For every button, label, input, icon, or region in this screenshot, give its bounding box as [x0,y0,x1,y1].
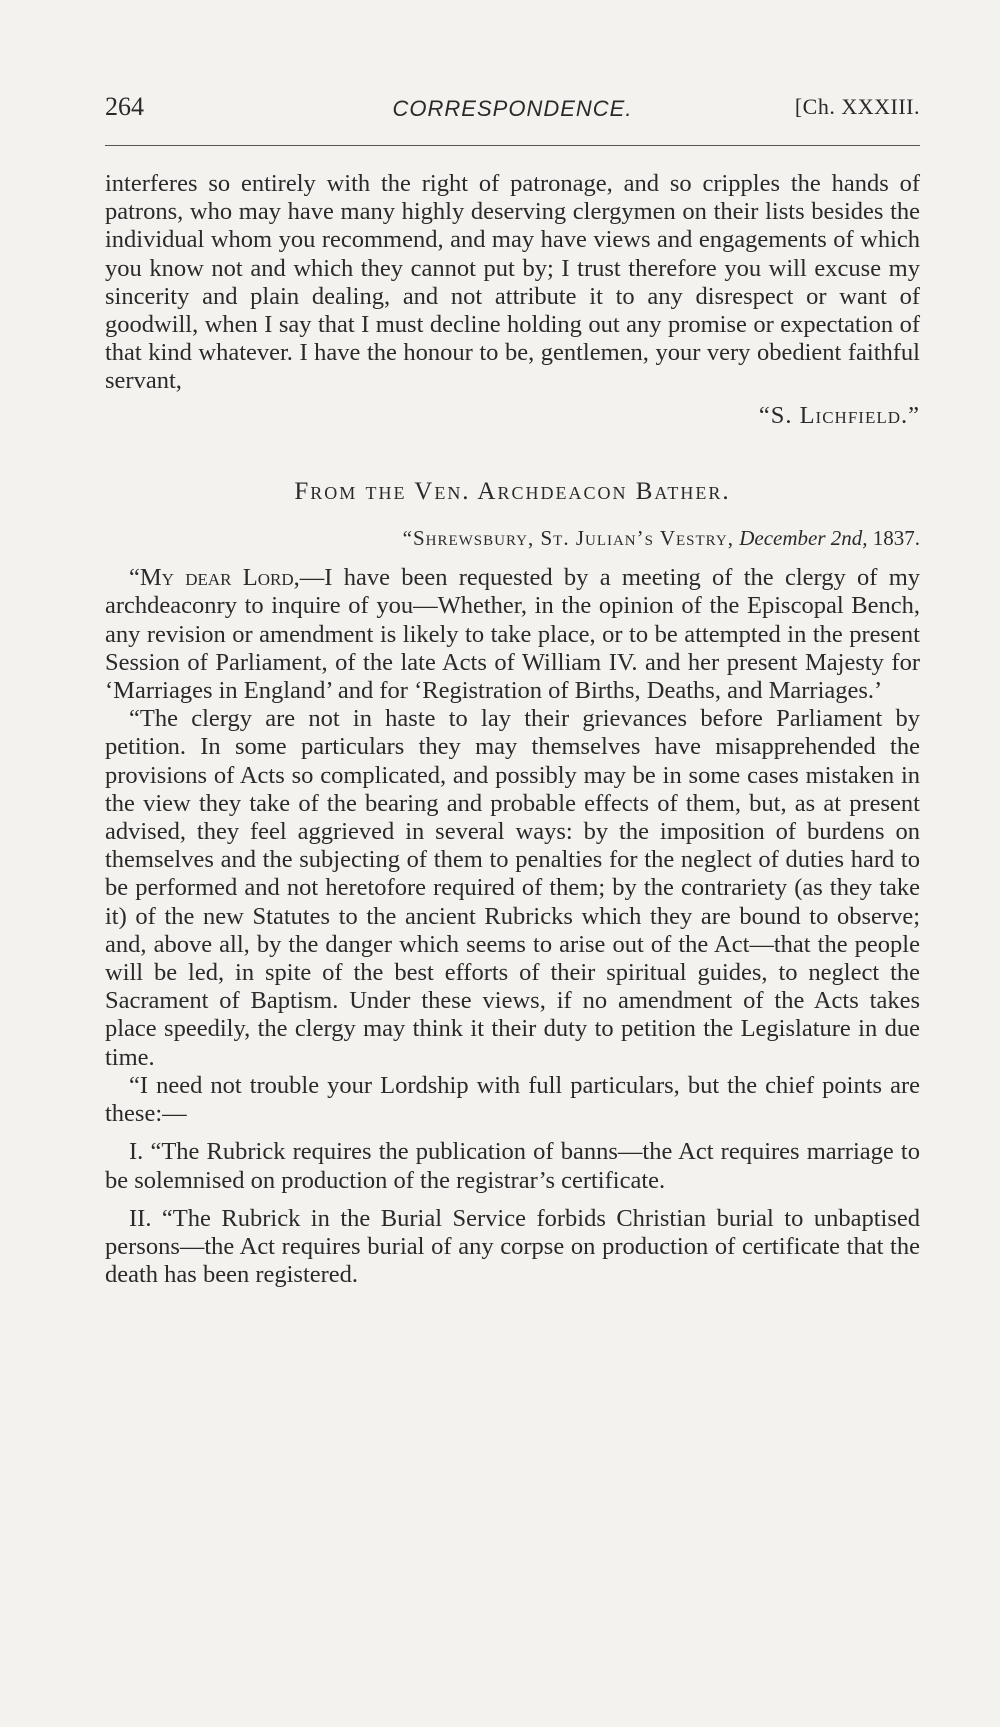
letter-continuation: interferes so entirely with the right of patronage, and so cripples the hands of patrons, who may have many highly deserving clergymen on their lists besides the individual whom you recommend, and may have views and engagements of which you know not and which they cannot put by; I trust therefore you will excuse my sincerity and plain dealing, and not attribute it to any disrespect or want of goodwill, when I say that I must decline holding out any promise or expectation of that kind whatever. I have the honour to be, gentlemen, your very obedient faithful servant, [105,170,920,395]
book-page [105,0,920,1727]
chapter-label: [Ch. XXXIII. [794,94,920,119]
paragraph-text: —I have been requested by a meeting of the clergy of my archdeaconry to inquire of you—Whether, in the opinion of the Episcopal Bench, any revision or amendment is likely to take place, or to be attempted in the present Session of Parliament, of the late Acts of William IV. and her present Majesty for ‘Marriages in England’ and for ‘Registration of Births, Deaths, and Marriages.’ [105,564,920,705]
paragraph: “I need not trouble your Lordship with full particulars, but the chief points are these:— [105,1071,920,1128]
numbered-point: II. “The Rubrick in the Burial Service forbids Christian burial to unbaptised persons—the Act requires burial of any corpse on production of certificate that the death has been registered. [105,1204,920,1289]
dateline [105,524,920,552]
salutation: “My dear Lord, [129,564,300,592]
header-rule [105,145,920,146]
page-body [105,170,920,1289]
page-number: 264 [105,92,144,121]
dateline-date: December 2nd, [739,526,868,551]
running-title: CORRESPONDENCE. [392,96,633,121]
paragraph [105,564,920,705]
dateline-year: 1837. [872,526,920,551]
page-header [105,92,920,132]
section-heading: From the Ven. Archdeacon Bather. [294,477,731,505]
paragraph: “The clergy are not in haste to lay their grievances before Parliament by petition. In some particulars they may themselves have misapprehended the provisions of Acts so complicated, and possibly may be in some cases mistaken in the view they take of the bearing and probable effects of them, but, as at present advised, they feel aggrieved in several ways: by the imposition of burdens on themselves and the subjecting of them to penalties for the neglect of duties hard to be performed and not heretofore required of them; by the contrariety (as they take it) of the new Statutes to the ancient Rubricks which they are bound to observe; and, above all, by the danger which seems to arise out of the Act—that the people will be led, in spite of the best efforts of their spiritual guides, to neglect the Sacrament of Baptism. Under these views, if no amendment of the Acts takes place speedily, the clergy may think it their duty to petition the Legislature in due time. [105,705,920,1071]
numbered-point: I. “The Rubrick requires the publication of banns—the Act requires marriage to be solemnised on production of the registrar’s certificate. [105,1138,920,1194]
dateline-place: “Shrewsbury, St. Julian’s Vestry, [402,526,734,551]
letter-signature: “S. Lichfield.” [758,401,920,429]
